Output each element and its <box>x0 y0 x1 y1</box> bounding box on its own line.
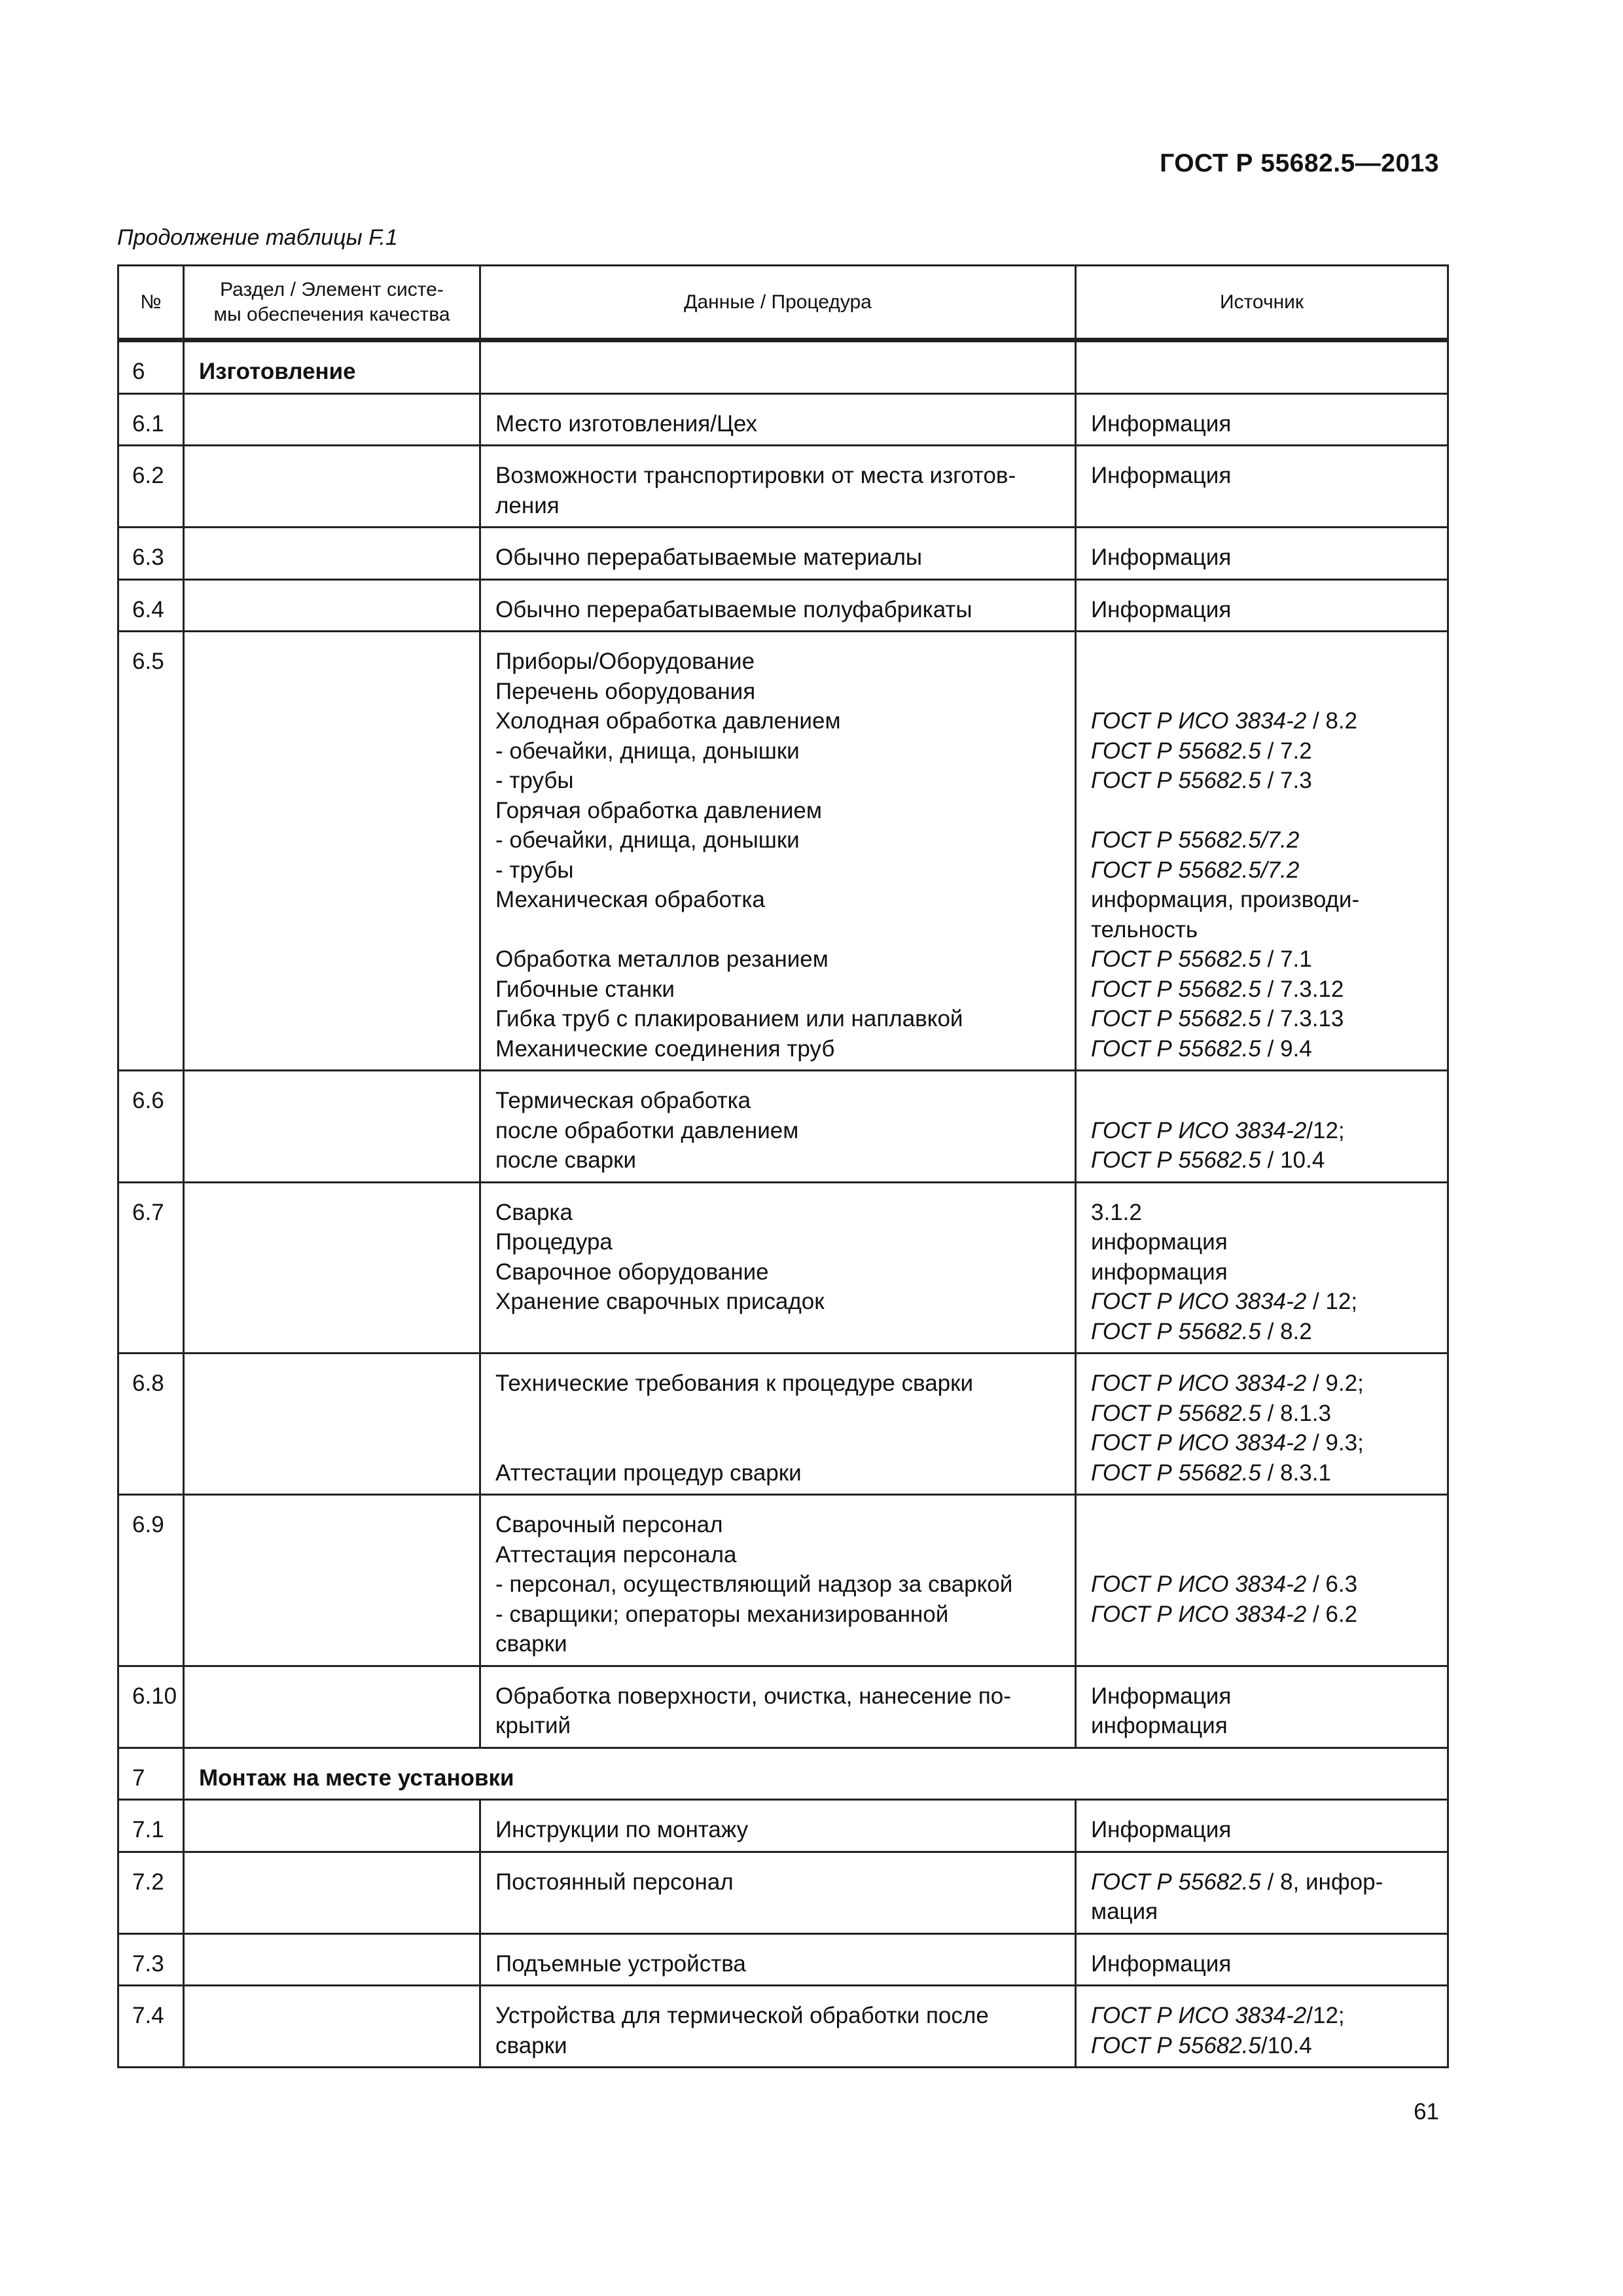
table-row <box>118 528 1448 580</box>
source-reference: ГОСТ Р 55682.5 <box>1091 1318 1261 1344</box>
source-clause: / 8.2 <box>1260 1318 1312 1344</box>
cell-data <box>480 1071 1076 1183</box>
source-reference: ГОСТ Р 55682.5/7.2 <box>1091 827 1300 853</box>
data-line: - обечайки, днища, донышки <box>495 827 800 853</box>
source-line: Информация <box>1091 410 1232 437</box>
cell-source <box>1076 393 1448 446</box>
cell-source <box>1076 340 1448 394</box>
cell-number: 6.5 <box>118 632 184 1071</box>
data-line: - сварщики; операторы механизированной <box>495 1601 949 1627</box>
source-line <box>1091 1227 1433 1257</box>
cell-number: 6.6 <box>118 1071 184 1183</box>
data-line: крытий <box>495 1713 571 1738</box>
cell-section <box>184 1852 480 1933</box>
data-line <box>495 1428 1060 1458</box>
source-line <box>1091 736 1433 766</box>
cell-data <box>480 1800 1076 1852</box>
source-line <box>1091 1867 1433 1897</box>
cell-source <box>1076 1071 1448 1183</box>
source-reference: ГОСТ Р 55682.5 <box>1091 1035 1261 1062</box>
column-header-section-line: Раздел / Элемент систе- <box>220 278 444 300</box>
cell-number: 6.8 <box>118 1354 184 1495</box>
source-line <box>1091 885 1433 915</box>
quality-system-table <box>117 264 1449 2068</box>
source-line: информация <box>1091 1713 1228 1738</box>
source-clause: / 8, инфор- <box>1260 1869 1383 1895</box>
cell-number: 7.1 <box>118 1800 184 1852</box>
table-row <box>118 632 1448 1071</box>
source-line <box>1091 1570 1433 1600</box>
source-clause: / 9.2; <box>1306 1371 1364 1396</box>
data-line: Горячая обработка давлением <box>495 797 822 823</box>
cell-source <box>1076 1354 1448 1495</box>
section-row <box>118 1748 1448 1800</box>
data-line: Обработка металлов резанием <box>495 946 829 972</box>
source-clause: / 7.1 <box>1260 946 1312 972</box>
cell-number: 7.4 <box>118 1986 184 2068</box>
source-line <box>1091 1510 1433 1540</box>
page-number: 61 <box>1414 2099 1439 2125</box>
cell-number: 6 <box>118 340 184 394</box>
cell-section <box>184 1986 480 2068</box>
data-line: Обработка поверхности, очистка, нанесение по- <box>495 1683 1011 1709</box>
table-row <box>118 1495 1448 1666</box>
cell-data <box>480 1986 1076 2068</box>
cell-section-title: Монтаж на месте установки <box>184 1748 1448 1800</box>
cell-source <box>1076 1182 1448 1354</box>
cell-section <box>184 1800 480 1852</box>
source-clause: / 7.2 <box>1260 738 1312 764</box>
source-line <box>1091 1317 1433 1347</box>
column-header-source: Источник <box>1076 266 1448 340</box>
cell-number: 7 <box>118 1748 184 1800</box>
data-line: Гибочные станки <box>495 976 675 1002</box>
source-clause: / 8.1.3 <box>1260 1400 1331 1426</box>
source-reference: ГОСТ Р 55682.5 <box>1091 738 1261 764</box>
data-line: Аттестация персонала <box>495 1541 737 1568</box>
source-clause: / 7.3.13 <box>1260 1006 1344 1031</box>
source-clause: 3.1.2 <box>1091 1199 1142 1225</box>
cell-source <box>1076 1800 1448 1852</box>
column-header-data: Данные / Процедура <box>480 266 1076 340</box>
column-header-number: № <box>118 266 184 340</box>
source-line: Информация <box>1091 1817 1232 1842</box>
data-line: Инструкции по монтажу <box>495 1817 749 1842</box>
source-reference: ГОСТ Р ИСО 3834-2 <box>1091 1601 1307 1627</box>
source-line <box>1091 1257 1433 1287</box>
source-line <box>1091 1086 1433 1116</box>
cell-data <box>480 1495 1076 1666</box>
data-line: Хранение сварочных присадок <box>495 1289 825 1314</box>
source-line <box>1091 1399 1433 1429</box>
source-reference: ГОСТ Р ИСО 3834-2 <box>1091 708 1307 734</box>
cell-section <box>184 1933 480 1986</box>
source-clause: тельность <box>1091 916 1198 942</box>
table-row <box>118 1800 1448 1852</box>
source-reference: ГОСТ Р 55682.5 <box>1091 1460 1261 1486</box>
source-clause: / 9.4 <box>1260 1035 1312 1062</box>
table-row <box>118 446 1448 528</box>
source-reference: ГОСТ Р 55682.5 <box>1091 1869 1261 1895</box>
cell-number: 7.2 <box>118 1852 184 1933</box>
cell-source <box>1076 579 1448 632</box>
source-reference: ГОСТ Р 55682.5 <box>1091 768 1261 793</box>
table-row <box>118 579 1448 632</box>
cell-data <box>480 579 1076 632</box>
table-row <box>118 1933 1448 1986</box>
cell-section <box>184 1071 480 1183</box>
cell-number: 7.3 <box>118 1933 184 1986</box>
source-clause: информация, производи- <box>1091 887 1360 912</box>
table-row <box>118 1852 1448 1933</box>
source-line <box>1091 915 1433 945</box>
column-header-section <box>184 266 480 340</box>
cell-section <box>184 579 480 632</box>
source-line <box>1091 975 1433 1005</box>
data-line: Место изготовления/Цех <box>495 410 758 437</box>
column-header-section-line: мы обеспечения качества <box>213 303 450 325</box>
cell-section <box>184 1495 480 1666</box>
source-clause: информация <box>1091 1229 1228 1255</box>
table-caption: Продолжение таблицы F.1 <box>117 225 398 250</box>
data-line: Холодная обработка давлением <box>495 708 841 734</box>
data-line: Технические требования к процедуре сварки <box>495 1371 973 1396</box>
source-line <box>1091 1540 1433 1570</box>
data-line: Устройства для термической обработки после <box>495 2003 989 2028</box>
source-line <box>1091 1287 1433 1317</box>
data-line: Подъемные устройства <box>495 1950 746 1977</box>
source-clause: /12; <box>1306 2003 1345 2028</box>
source-clause: / 12; <box>1306 1289 1358 1314</box>
cell-data <box>480 1852 1076 1933</box>
data-line: Сварочный персонал <box>495 1512 723 1537</box>
data-line: сварки <box>495 2032 567 2058</box>
source-line <box>1091 855 1433 886</box>
data-line: после обработки давлением <box>495 1117 799 1143</box>
source-line <box>1091 677 1433 707</box>
source-clause: мация <box>1091 1899 1158 1924</box>
standard-designation: ГОСТ Р 55682.5—2013 <box>1160 149 1439 177</box>
cell-source <box>1076 1852 1448 1933</box>
source-line <box>1091 766 1433 796</box>
cell-source <box>1076 446 1448 528</box>
source-line: Информация <box>1091 1950 1232 1977</box>
cell-source <box>1076 1933 1448 1986</box>
data-line: сварки <box>495 1631 567 1657</box>
data-line: Сварочное оборудование <box>495 1259 769 1285</box>
source-line <box>1091 1428 1433 1458</box>
source-line <box>1091 647 1433 677</box>
cell-number: 6.4 <box>118 579 184 632</box>
cell-section <box>184 528 480 580</box>
data-line: Механические соединения труб <box>495 1035 835 1062</box>
cell-section-title: Изготовление <box>184 340 480 394</box>
cell-number: 6.1 <box>118 393 184 446</box>
source-line <box>1091 2031 1433 2061</box>
cell-data <box>480 1666 1076 1748</box>
source-clause: / 9.3; <box>1306 1430 1364 1456</box>
data-line: Процедура <box>495 1229 613 1255</box>
table-row <box>118 1666 1448 1748</box>
data-line: Механическая обработка <box>495 887 765 912</box>
cell-source <box>1076 1495 1448 1666</box>
source-reference: ГОСТ Р 55682.5 <box>1091 1006 1261 1031</box>
source-clause: / 7.3 <box>1260 768 1312 793</box>
data-line: - трубы <box>495 857 574 883</box>
section-row <box>118 340 1448 394</box>
source-line <box>1091 1145 1433 1175</box>
source-reference: ГОСТ Р ИСО 3834-2 <box>1091 2003 1307 2028</box>
data-line: Аттестации процедур сварки <box>495 1460 802 1486</box>
source-clause: / 8.3.1 <box>1260 1460 1331 1486</box>
source-line: Информация <box>1091 1683 1232 1709</box>
source-reference: ГОСТ Р ИСО 3834-2 <box>1091 1289 1307 1314</box>
table-row <box>118 393 1448 446</box>
data-line: - персонал, осуществляющий надзор за сваркой <box>495 1571 1013 1597</box>
table-row <box>118 1986 1448 2068</box>
cell-source <box>1076 1986 1448 2068</box>
source-reference: ГОСТ Р 55682.5 <box>1091 976 1261 1002</box>
data-line: - обечайки, днища, донышки <box>495 738 800 764</box>
source-reference: ГОСТ Р ИСО 3834-2 <box>1091 1430 1307 1456</box>
source-line <box>1091 1116 1433 1146</box>
cell-section <box>184 1182 480 1354</box>
table-row <box>118 1071 1448 1183</box>
cell-section <box>184 393 480 446</box>
data-line: после сварки <box>495 1147 637 1173</box>
data-line: ления <box>495 492 560 518</box>
cell-data <box>480 632 1076 1071</box>
data-line: Возможности транспортировки от места изготов- <box>495 463 1016 488</box>
cell-data <box>480 528 1076 580</box>
cell-data <box>480 1933 1076 1986</box>
source-line <box>1091 1897 1433 1927</box>
data-line: Сварка <box>495 1199 573 1225</box>
source-reference: ГОСТ Р 55682.5/7.2 <box>1091 857 1300 883</box>
source-line: Информация <box>1091 545 1232 570</box>
source-line <box>1091 706 1433 736</box>
source-line <box>1091 796 1433 826</box>
source-line <box>1091 1198 1433 1228</box>
data-line: Перечень оборудования <box>495 678 756 704</box>
source-line <box>1091 1034 1433 1064</box>
cell-source <box>1076 1666 1448 1748</box>
source-line <box>1091 1458 1433 1488</box>
source-reference: ГОСТ Р ИСО 3834-2 <box>1091 1371 1307 1396</box>
table-row <box>118 1182 1448 1354</box>
table-row <box>118 1354 1448 1495</box>
source-reference: ГОСТ Р ИСО 3834-2 <box>1091 1117 1307 1143</box>
source-clause: / 10.4 <box>1260 1147 1325 1173</box>
source-line: Информация <box>1091 463 1232 488</box>
source-line: Информация <box>1091 596 1232 622</box>
source-clause: /12; <box>1306 1117 1345 1143</box>
data-line <box>495 915 1060 945</box>
source-reference: ГОСТ Р 55682.5 <box>1091 2032 1261 2058</box>
cell-data <box>480 1354 1076 1495</box>
source-clause: /10.4 <box>1260 2032 1312 2058</box>
cell-section <box>184 632 480 1071</box>
source-line <box>1091 1369 1433 1399</box>
source-reference: ГОСТ Р 55682.5 <box>1091 946 1261 972</box>
source-line <box>1091 2001 1433 2031</box>
data-line: Постоянный персонал <box>495 1869 734 1895</box>
source-line <box>1091 1600 1433 1630</box>
data-line: Обычно перерабатываемые материалы <box>495 545 923 570</box>
cell-source <box>1076 528 1448 580</box>
cell-data <box>480 446 1076 528</box>
source-clause: / 6.2 <box>1306 1601 1358 1627</box>
source-reference: ГОСТ Р 55682.5 <box>1091 1400 1261 1426</box>
source-clause: информация <box>1091 1259 1228 1285</box>
data-line: Гибка труб с плакированием или наплавкой <box>495 1006 963 1031</box>
data-line: - трубы <box>495 768 574 793</box>
cell-section <box>184 1354 480 1495</box>
cell-data <box>480 1182 1076 1354</box>
cell-number: 6.10 <box>118 1666 184 1748</box>
source-reference: ГОСТ Р 55682.5 <box>1091 1147 1261 1173</box>
cell-number: 6.2 <box>118 446 184 528</box>
data-line: Приборы/Оборудование <box>495 649 755 674</box>
cell-number: 6.3 <box>118 528 184 580</box>
source-line <box>1091 825 1433 855</box>
cell-data <box>480 393 1076 446</box>
cell-section <box>184 1666 480 1748</box>
cell-section <box>184 446 480 528</box>
table-header-row <box>118 266 1448 340</box>
source-clause: / 8.2 <box>1306 708 1358 734</box>
cell-number: 6.7 <box>118 1182 184 1354</box>
cell-source <box>1076 632 1448 1071</box>
source-line <box>1091 1004 1433 1034</box>
data-line: Обычно перерабатываемые полуфабрикаты <box>495 596 972 622</box>
cell-number: 6.9 <box>118 1495 184 1666</box>
data-line <box>495 1399 1060 1429</box>
source-clause: / 6.3 <box>1306 1571 1358 1597</box>
source-reference: ГОСТ Р ИСО 3834-2 <box>1091 1571 1307 1597</box>
source-line <box>1091 944 1433 975</box>
cell-data <box>480 340 1076 394</box>
data-line: Термическая обработка <box>495 1088 751 1113</box>
source-clause: / 7.3.12 <box>1260 976 1344 1002</box>
